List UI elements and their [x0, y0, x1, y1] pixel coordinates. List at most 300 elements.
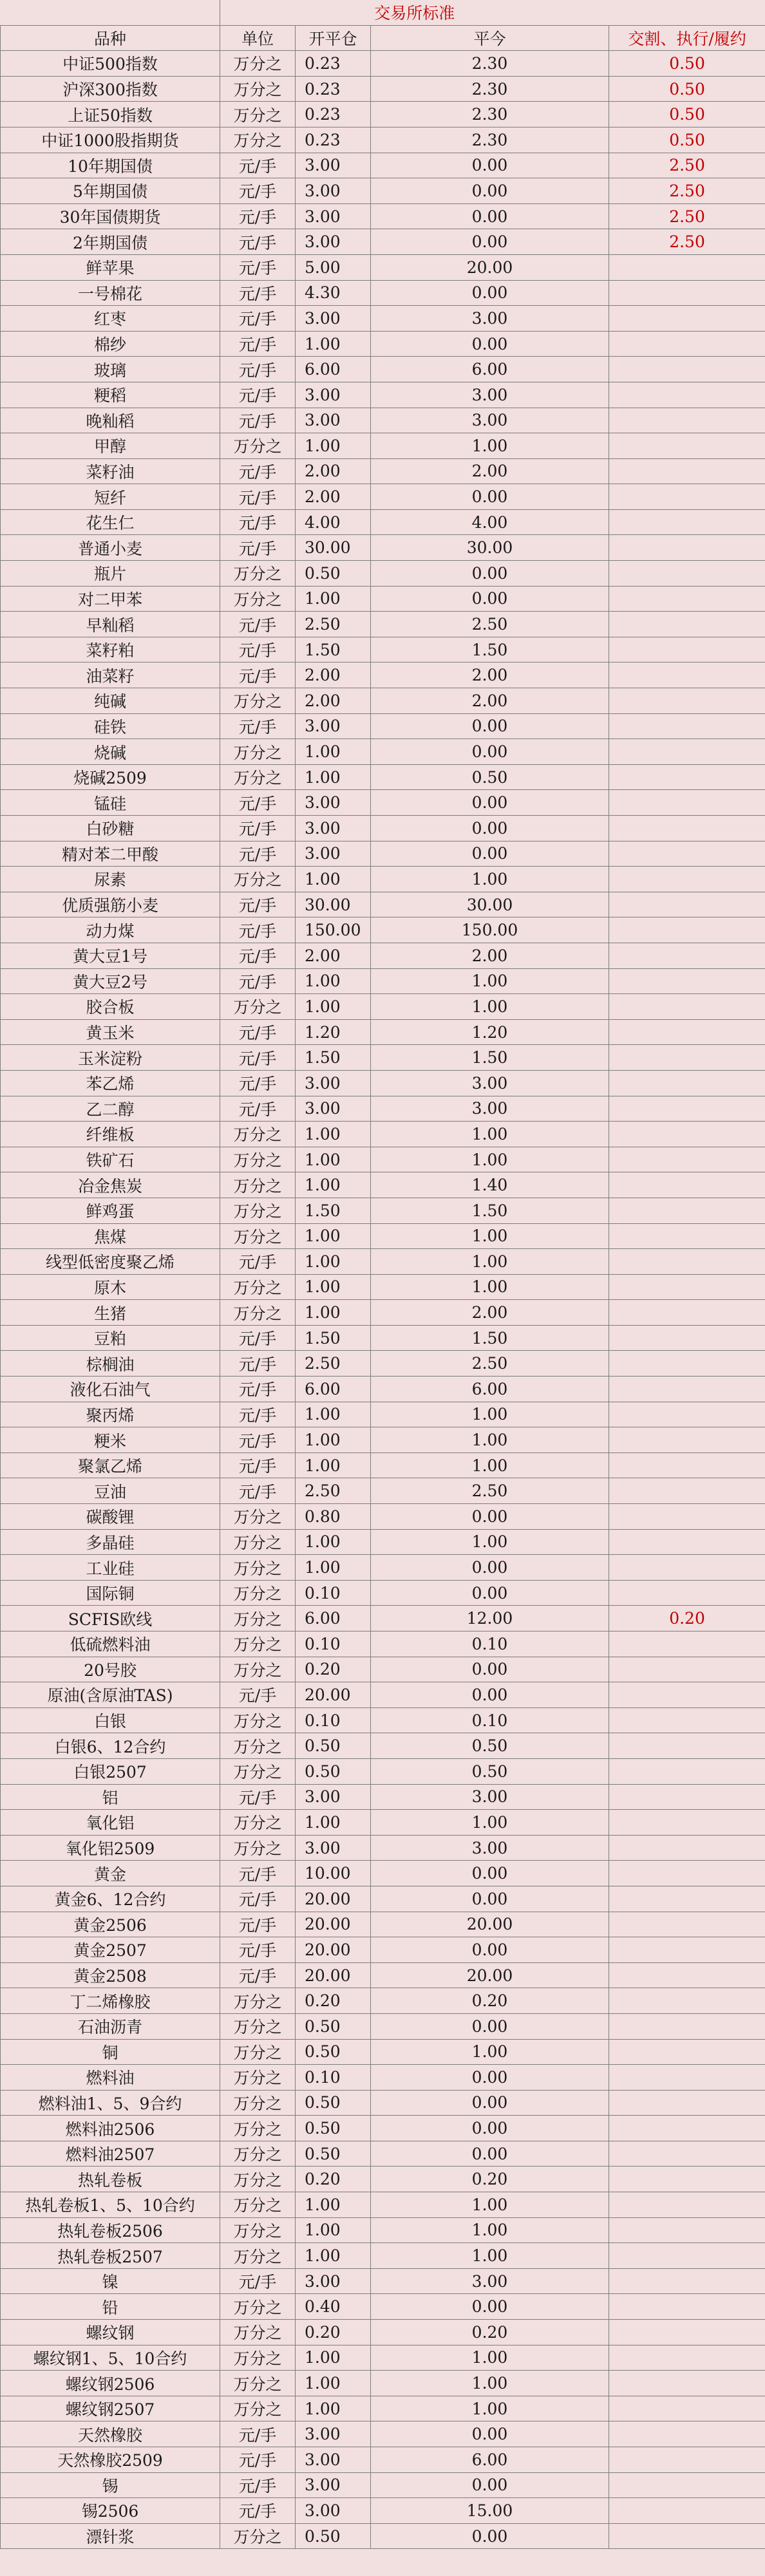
delivery-cell	[609, 2243, 765, 2269]
open-close-cell: 0.10	[296, 1707, 371, 1733]
unit-cell: 元/手	[220, 1453, 296, 1478]
unit-cell: 元/手	[220, 1478, 296, 1504]
table-row	[1, 178, 765, 204]
table-row	[1, 1504, 765, 1530]
close-today-cell: 2.00	[371, 688, 609, 714]
unit-cell: 万分之	[220, 2320, 296, 2346]
variety-cell: 瓶片	[1, 561, 220, 587]
unit-cell: 元/手	[220, 2498, 296, 2524]
delivery-cell	[609, 1325, 765, 1351]
close-today-cell: 2.00	[371, 458, 609, 484]
variety-cell: 低硫燃料油	[1, 1631, 220, 1657]
open-close-cell: 0.20	[296, 2167, 371, 2192]
table-row	[1, 408, 765, 433]
table-row	[1, 2396, 765, 2421]
delivery-cell	[609, 892, 765, 917]
close-today-cell: 2.50	[371, 612, 609, 637]
delivery-cell: 2.50	[609, 203, 765, 229]
unit-cell: 元/手	[220, 1045, 296, 1071]
unit-cell: 元/手	[220, 1377, 296, 1402]
unit-cell: 万分之	[220, 1122, 296, 1147]
title-blank-cell	[1, 0, 220, 25]
variety-cell: 碳酸锂	[1, 1504, 220, 1530]
close-today-cell: 1.00	[371, 1427, 609, 1453]
delivery-cell	[609, 2090, 765, 2116]
delivery-cell	[609, 816, 765, 841]
delivery-cell	[609, 1937, 765, 1963]
unit-cell: 元/手	[220, 535, 296, 561]
close-today-cell: 0.00	[371, 2421, 609, 2447]
table-row	[1, 2294, 765, 2320]
delivery-cell	[609, 1504, 765, 1530]
table-row	[1, 739, 765, 765]
delivery-cell	[609, 663, 765, 688]
unit-cell: 万分之	[220, 1300, 296, 1326]
table-row	[1, 2013, 765, 2039]
table-row	[1, 1249, 765, 1275]
close-today-cell: 0.00	[371, 484, 609, 510]
unit-cell: 万分之	[220, 561, 296, 587]
delivery-cell	[609, 382, 765, 408]
close-today-cell: 1.00	[371, 1223, 609, 1249]
variety-cell: 菜籽油	[1, 458, 220, 484]
close-today-cell: 150.00	[371, 917, 609, 943]
close-today-cell: 1.00	[371, 1529, 609, 1555]
variety-cell: 上证50指数	[1, 102, 220, 127]
table-row	[1, 561, 765, 587]
unit-cell: 万分之	[220, 2396, 296, 2421]
open-close-cell: 1.00	[296, 1555, 371, 1581]
unit-cell: 万分之	[220, 1580, 296, 1606]
unit-cell: 元/手	[220, 1402, 296, 1427]
open-close-cell: 1.00	[296, 1453, 371, 1478]
unit-cell: 万分之	[220, 51, 296, 77]
delivery-cell	[609, 2192, 765, 2218]
variety-cell: 对二甲苯	[1, 586, 220, 612]
variety-cell: 螺纹钢	[1, 2320, 220, 2346]
variety-cell: 黄玉米	[1, 1019, 220, 1045]
delivery-cell	[609, 2217, 765, 2243]
open-close-cell: 1.50	[296, 1045, 371, 1071]
variety-cell: 短纤	[1, 484, 220, 510]
close-today-cell: 0.00	[371, 1937, 609, 1963]
header-unit: 单位	[220, 25, 296, 51]
table-row	[1, 382, 765, 408]
variety-cell: 中证1000股指期货	[1, 127, 220, 153]
variety-cell: 热轧卷板	[1, 2167, 220, 2192]
delivery-cell	[609, 484, 765, 510]
open-close-cell: 1.00	[296, 1147, 371, 1172]
variety-cell: 铝	[1, 1784, 220, 1810]
unit-cell: 万分之	[220, 2345, 296, 2371]
variety-cell: 10年期国债	[1, 153, 220, 178]
variety-cell: 尿素	[1, 867, 220, 892]
unit-cell: 万分之	[220, 1504, 296, 1530]
unit-cell: 万分之	[220, 586, 296, 612]
variety-cell: 甲醇	[1, 433, 220, 459]
variety-cell: 热轧卷板1、5、10合约	[1, 2192, 220, 2218]
open-close-cell: 3.00	[296, 1096, 371, 1122]
table-row	[1, 892, 765, 917]
delivery-cell	[609, 994, 765, 1020]
variety-cell: 精对苯二甲酸	[1, 841, 220, 867]
table-row	[1, 2141, 765, 2167]
variety-cell: 黄大豆1号	[1, 943, 220, 968]
unit-cell: 元/手	[220, 1962, 296, 1988]
delivery-cell: 2.50	[609, 229, 765, 255]
close-today-cell: 0.00	[371, 713, 609, 739]
unit-cell: 元/手	[220, 816, 296, 841]
open-close-cell: 2.00	[296, 484, 371, 510]
table-row	[1, 1631, 765, 1657]
table-row	[1, 1300, 765, 1326]
variety-cell: 30年国债期货	[1, 203, 220, 229]
open-close-cell: 0.50	[296, 2141, 371, 2167]
open-close-cell: 1.00	[296, 2371, 371, 2396]
close-today-cell: 0.00	[371, 2141, 609, 2167]
close-today-cell: 0.00	[371, 1886, 609, 1912]
unit-cell: 元/手	[220, 254, 296, 280]
variety-cell: 燃料油2506	[1, 2116, 220, 2141]
unit-cell: 元/手	[220, 1351, 296, 1377]
variety-cell: 氧化铝	[1, 1810, 220, 1836]
close-today-cell: 1.00	[371, 2039, 609, 2065]
table-row	[1, 229, 765, 255]
close-today-cell: 0.00	[371, 1555, 609, 1581]
open-close-cell: 0.23	[296, 102, 371, 127]
close-today-cell: 0.10	[371, 1631, 609, 1657]
unit-cell: 元/手	[220, 1886, 296, 1912]
close-today-cell: 3.00	[371, 2268, 609, 2294]
close-today-cell: 1.50	[371, 1198, 609, 1223]
unit-cell: 万分之	[220, 1274, 296, 1300]
open-close-cell: 3.00	[296, 713, 371, 739]
table-row	[1, 713, 765, 739]
table-row	[1, 2523, 765, 2549]
unit-cell: 元/手	[220, 178, 296, 204]
close-today-cell: 0.00	[371, 331, 609, 357]
close-today-cell: 1.50	[371, 1045, 609, 1071]
table-row	[1, 1707, 765, 1733]
table-row	[1, 1147, 765, 1172]
table-row	[1, 764, 765, 790]
delivery-cell	[609, 433, 765, 459]
delivery-cell	[609, 2141, 765, 2167]
open-close-cell: 30.00	[296, 535, 371, 561]
open-close-cell: 1.50	[296, 1325, 371, 1351]
variety-cell: 黄金	[1, 1861, 220, 1886]
delivery-cell: 0.50	[609, 127, 765, 153]
table-row	[1, 2498, 765, 2524]
close-today-cell: 1.50	[371, 1325, 609, 1351]
delivery-cell	[609, 2065, 765, 2091]
open-close-cell: 4.30	[296, 280, 371, 306]
table-title: 交易所标准	[220, 0, 609, 25]
table-row	[1, 1606, 765, 1631]
unit-cell: 元/手	[220, 1096, 296, 1122]
open-close-cell: 2.00	[296, 688, 371, 714]
variety-cell: 锡	[1, 2472, 220, 2498]
variety-cell: 硅铁	[1, 713, 220, 739]
unit-cell: 万分之	[220, 1835, 296, 1861]
close-today-cell: 0.00	[371, 2523, 609, 2549]
table-row	[1, 790, 765, 816]
close-today-cell: 3.00	[371, 1784, 609, 1810]
table-row	[1, 2472, 765, 2498]
close-today-cell: 0.00	[371, 2065, 609, 2091]
delivery-cell	[609, 331, 765, 357]
variety-cell: 燃料油	[1, 2065, 220, 2091]
close-today-cell: 0.00	[371, 790, 609, 816]
variety-cell: 一号棉花	[1, 280, 220, 306]
open-close-cell: 6.00	[296, 357, 371, 382]
variety-cell: 白银	[1, 1707, 220, 1733]
open-close-cell: 1.00	[296, 739, 371, 765]
close-today-cell: 0.00	[371, 1580, 609, 1606]
unit-cell: 万分之	[220, 688, 296, 714]
table-row	[1, 433, 765, 459]
table-row	[1, 153, 765, 178]
close-today-cell: 1.00	[371, 867, 609, 892]
table-row	[1, 1377, 765, 1402]
unit-cell: 元/手	[220, 917, 296, 943]
close-today-cell: 0.10	[371, 1707, 609, 1733]
close-today-cell: 30.00	[371, 892, 609, 917]
close-today-cell: 0.20	[371, 1988, 609, 2014]
open-close-cell: 1.00	[296, 2243, 371, 2269]
variety-cell: 菜籽粕	[1, 637, 220, 663]
close-today-cell: 0.00	[371, 841, 609, 867]
table-row	[1, 917, 765, 943]
unit-cell: 元/手	[220, 968, 296, 994]
unit-cell: 万分之	[220, 433, 296, 459]
close-today-cell: 0.00	[371, 2472, 609, 2498]
unit-cell: 元/手	[220, 790, 296, 816]
table-row	[1, 663, 765, 688]
delivery-cell	[609, 1045, 765, 1071]
variety-cell: 烧碱2509	[1, 764, 220, 790]
variety-cell: 镍	[1, 2268, 220, 2294]
unit-cell: 万分之	[220, 127, 296, 153]
delivery-cell	[609, 561, 765, 587]
close-today-cell: 1.00	[371, 1810, 609, 1836]
delivery-cell	[609, 1223, 765, 1249]
close-today-cell: 0.20	[371, 2320, 609, 2346]
close-today-cell: 6.00	[371, 2447, 609, 2473]
delivery-cell	[609, 306, 765, 332]
delivery-cell	[609, 688, 765, 714]
close-today-cell: 4.00	[371, 509, 609, 535]
variety-cell: 天然橡胶	[1, 2421, 220, 2447]
close-today-cell: 0.00	[371, 1682, 609, 1708]
delivery-cell	[609, 2472, 765, 2498]
open-close-cell: 0.50	[296, 2523, 371, 2549]
open-close-cell: 3.00	[296, 2268, 371, 2294]
delivery-cell	[609, 1657, 765, 1682]
variety-cell: 螺纹钢2507	[1, 2396, 220, 2421]
unit-cell: 万分之	[220, 2039, 296, 2065]
delivery-cell	[609, 1351, 765, 1377]
delivery-cell	[609, 1555, 765, 1581]
table-row	[1, 2192, 765, 2218]
open-close-cell: 2.00	[296, 943, 371, 968]
table-row	[1, 306, 765, 332]
delivery-cell	[609, 2421, 765, 2447]
open-close-cell: 0.50	[296, 2116, 371, 2141]
open-close-cell: 1.50	[296, 1198, 371, 1223]
close-today-cell: 0.00	[371, 153, 609, 178]
delivery-cell: 0.50	[609, 51, 765, 77]
close-today-cell: 1.00	[371, 968, 609, 994]
variety-cell: 锡2506	[1, 2498, 220, 2524]
unit-cell: 元/手	[220, 484, 296, 510]
table-row	[1, 1988, 765, 2014]
close-today-cell: 2.30	[371, 102, 609, 127]
open-close-cell: 0.50	[296, 2013, 371, 2039]
unit-cell: 万分之	[220, 1198, 296, 1223]
unit-cell: 元/手	[220, 357, 296, 382]
unit-cell: 元/手	[220, 663, 296, 688]
delivery-cell	[609, 2294, 765, 2320]
close-today-cell: 0.50	[371, 1733, 609, 1759]
variety-cell: 苯乙烯	[1, 1070, 220, 1096]
variety-cell: 鲜鸡蛋	[1, 1198, 220, 1223]
close-today-cell: 0.00	[371, 586, 609, 612]
table-row	[1, 2039, 765, 2065]
table-row	[1, 2345, 765, 2371]
close-today-cell: 30.00	[371, 535, 609, 561]
variety-cell: 粳稻	[1, 382, 220, 408]
variety-cell: 焦煤	[1, 1223, 220, 1249]
close-today-cell: 0.00	[371, 1504, 609, 1530]
variety-cell: 油菜籽	[1, 663, 220, 688]
open-close-cell: 3.00	[296, 2421, 371, 2447]
close-today-cell: 0.00	[371, 203, 609, 229]
variety-cell: 棕榈油	[1, 1351, 220, 1377]
delivery-cell	[609, 1988, 765, 2014]
variety-cell: 线型低密度聚乙烯	[1, 1249, 220, 1275]
open-close-cell: 0.50	[296, 1758, 371, 1784]
open-close-cell: 20.00	[296, 1682, 371, 1708]
table-row	[1, 1937, 765, 1963]
unit-cell: 元/手	[220, 203, 296, 229]
variety-cell: 黄金6、12合约	[1, 1886, 220, 1912]
open-close-cell: 3.00	[296, 382, 371, 408]
close-today-cell: 0.00	[371, 2013, 609, 2039]
close-today-cell: 20.00	[371, 1962, 609, 1988]
open-close-cell: 20.00	[296, 1937, 371, 1963]
table-row	[1, 1453, 765, 1478]
table-row	[1, 612, 765, 637]
unit-cell: 元/手	[220, 1912, 296, 1937]
close-today-cell: 20.00	[371, 1912, 609, 1937]
variety-cell: SCFIS欧线	[1, 1606, 220, 1631]
variety-cell: 白砂糖	[1, 816, 220, 841]
variety-cell: 白银2507	[1, 1758, 220, 1784]
table-row	[1, 1172, 765, 1198]
close-today-cell: 1.00	[371, 1274, 609, 1300]
unit-cell: 元/手	[220, 2472, 296, 2498]
open-close-cell: 6.00	[296, 1606, 371, 1631]
open-close-cell: 1.00	[296, 1427, 371, 1453]
table-row	[1, 1198, 765, 1223]
open-close-cell: 1.00	[296, 331, 371, 357]
unit-cell: 元/手	[220, 382, 296, 408]
delivery-cell	[609, 2320, 765, 2346]
table-row	[1, 1733, 765, 1759]
unit-cell: 元/手	[220, 229, 296, 255]
open-close-cell: 2.50	[296, 1351, 371, 1377]
delivery-cell	[609, 1886, 765, 1912]
close-today-cell: 0.00	[371, 229, 609, 255]
table-row	[1, 535, 765, 561]
unit-cell: 元/手	[220, 713, 296, 739]
open-close-cell: 1.00	[296, 1402, 371, 1427]
delivery-cell	[609, 1733, 765, 1759]
delivery-cell	[609, 1402, 765, 1427]
open-close-cell: 0.10	[296, 1631, 371, 1657]
open-close-cell: 3.00	[296, 2447, 371, 2473]
variety-cell: 聚丙烯	[1, 1402, 220, 1427]
unit-cell: 元/手	[220, 2268, 296, 2294]
delivery-cell	[609, 1427, 765, 1453]
variety-cell: 纤维板	[1, 1122, 220, 1147]
unit-cell: 元/手	[220, 280, 296, 306]
table-row	[1, 484, 765, 510]
delivery-cell	[609, 1453, 765, 1478]
unit-cell: 万分之	[220, 1657, 296, 1682]
variety-cell: 天然橡胶2509	[1, 2447, 220, 2473]
table-row	[1, 509, 765, 535]
close-today-cell: 2.30	[371, 51, 609, 77]
variety-cell: 聚氯乙烯	[1, 1453, 220, 1478]
variety-cell: 燃料油1、5、9合约	[1, 2090, 220, 2116]
unit-cell: 万分之	[220, 994, 296, 1020]
delivery-cell	[609, 1249, 765, 1275]
table-row	[1, 994, 765, 1020]
variety-cell: 乙二醇	[1, 1096, 220, 1122]
header-close-today: 平今	[371, 25, 609, 51]
unit-cell: 元/手	[220, 2421, 296, 2447]
close-today-cell: 3.00	[371, 1835, 609, 1861]
unit-cell: 万分之	[220, 1555, 296, 1581]
close-today-cell: 2.50	[371, 1351, 609, 1377]
unit-cell: 元/手	[220, 1784, 296, 1810]
table-row	[1, 51, 765, 77]
open-close-cell: 150.00	[296, 917, 371, 943]
table-row	[1, 1784, 765, 1810]
variety-cell: 生猪	[1, 1300, 220, 1326]
delivery-cell	[609, 2523, 765, 2549]
variety-cell: 沪深300指数	[1, 76, 220, 102]
table-row	[1, 1045, 765, 1071]
delivery-cell	[609, 408, 765, 433]
variety-cell: 黄金2506	[1, 1912, 220, 1937]
unit-cell: 万分之	[220, 1733, 296, 1759]
open-close-cell: 0.20	[296, 1657, 371, 1682]
variety-cell: 热轧卷板2507	[1, 2243, 220, 2269]
open-close-cell: 1.00	[296, 1810, 371, 1836]
close-today-cell: 0.00	[371, 2116, 609, 2141]
close-today-cell: 1.00	[371, 1249, 609, 1275]
delivery-cell: 0.50	[609, 76, 765, 102]
table-row	[1, 1912, 765, 1937]
header-variety: 品种	[1, 25, 220, 51]
table-row	[1, 1325, 765, 1351]
open-close-cell: 1.00	[296, 2396, 371, 2421]
open-close-cell: 0.20	[296, 2320, 371, 2346]
variety-cell: 早籼稻	[1, 612, 220, 637]
